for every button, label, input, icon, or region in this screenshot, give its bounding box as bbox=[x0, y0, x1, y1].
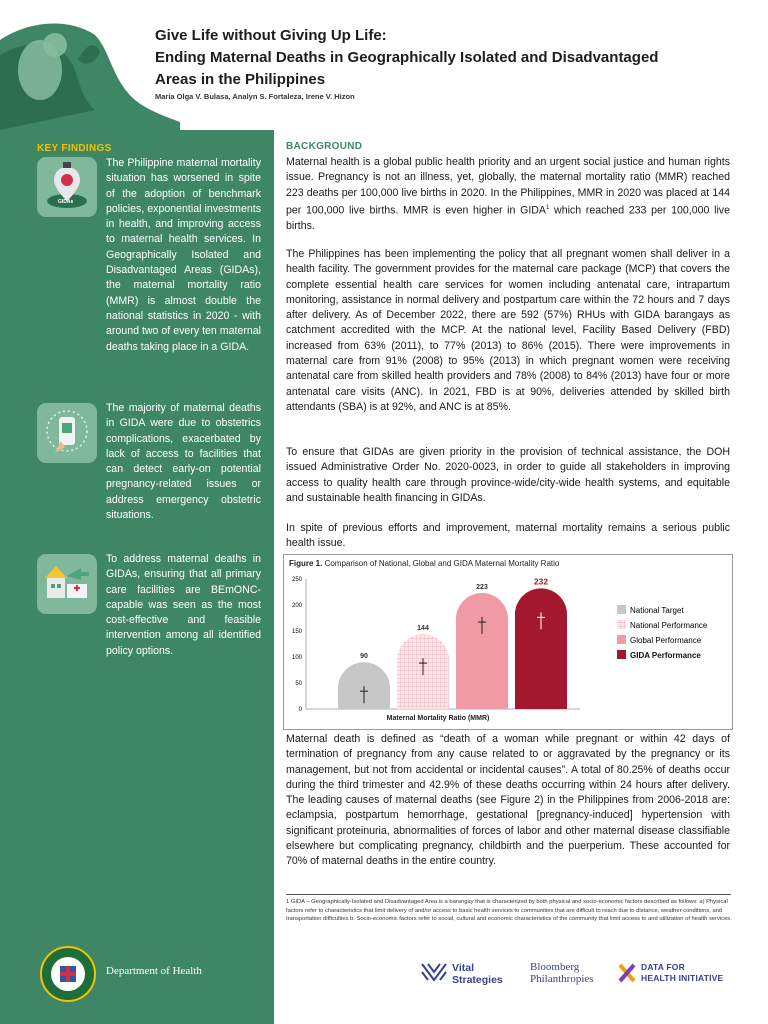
legend-label: National Target bbox=[630, 606, 684, 615]
y-tick-label: 150 bbox=[291, 629, 302, 635]
finding-1: The Philippine maternal mortality situation has worsened in spite of the adoption of benchmark policies, exponential investments in health, and improving access to maternal health services. In Geographically Isolated and Disadvantaged Areas (GIDAs), the maternal mortality ratio (MMR) is almost double the national statistics in 2020 - with around two of every ten maternal deaths taking place in a GIDA. bbox=[106, 157, 261, 353]
data-for-health-logo: DATA FOR HEALTH INITIATIVE bbox=[641, 962, 724, 983]
map-pin-icon bbox=[37, 157, 97, 217]
legend-label: GIDA Performance bbox=[630, 651, 701, 660]
y-tick-label: 0 bbox=[298, 707, 302, 713]
bloomberg-philanthropies-logo: Bloomberg Philanthropies bbox=[530, 961, 594, 985]
authors: Maria Olga V. Bulasa, Analyn S. Fortaleza, Irene V. Hizon bbox=[155, 92, 355, 101]
legend-swatch bbox=[617, 620, 626, 629]
y-tick-label: 200 bbox=[291, 603, 302, 609]
bar-value-label: 90 bbox=[360, 653, 368, 661]
vital-strategies-logo: Vital Strategies bbox=[452, 962, 503, 986]
finding-3: To address maternal deaths in GIDAs, ensuring that all primary care facilities are BEmONC-capable was seen as the most cost-effective and feasible intervention among all identified policy options. bbox=[106, 553, 261, 657]
title-line-3: Areas in the Philippines bbox=[155, 71, 326, 88]
bar-value-label: 144 bbox=[417, 625, 429, 633]
title-line-2: Ending Maternal Deaths in Geographically Isolated and Disadvantaged bbox=[155, 49, 659, 66]
footnote: 1 GIDA – Geographically-Isolated and Disadvantaged Area is a barangay that is characterized by both physical and socio-economic factors described as follows: a) Physical factors refer to characteristics that limit delivery of and/or access to basic health services to communities that are difficult to reach due to distance, weather conditions, and transportation difficulties b. Socio-economic factors refer to social, cultural and economic characteristics of the community that limit access to and utilization of health services. bbox=[286, 899, 732, 923]
legend-label: Global Performance bbox=[630, 636, 702, 645]
header-decoration bbox=[0, 0, 180, 130]
bar-global-performance bbox=[456, 593, 508, 709]
bar-value-label: 223 bbox=[476, 584, 488, 592]
doh-seal-logo bbox=[37, 946, 99, 1002]
legend-label: National Performance bbox=[630, 621, 708, 630]
paragraph-2: The Philippines has been implementing the policy that all pregnant women shall deliver in a health facility. The government provides for the maternal care package (MCP) that covers the complete essential health care services for women including antenatal care, intrapartum monitoring, assistance in normal delivery and postpartum care within the 72 hours and 7 days after delivery. As of December 2022, there are 592 (57%) RHUs with GIDA barangays as catchment accredited with the MCP. At the national level, Facility Based Delivery (FBD) increased from 63% (2011), to 77% (2013) to 86% (2015). There were improvements in maternal care from 91% (2008) to 95% (2013) in which pregnant women were receiving antenatal care from skilled health providers and 78% (2008) to 84% (2013) have four or more antenatal care visits (ANC). In 2021, FBD is at 90%, deliveries attended by skilled birth attendants (SBA) is at 92%, and ANC is at 85%. bbox=[286, 248, 730, 413]
x-axis-label: Maternal Mortality Ratio (MMR) bbox=[386, 715, 490, 722]
paragraph-4: In spite of previous efforts and improvement, maternal mortality remains a serious public health issue. bbox=[286, 522, 730, 550]
paragraph-1: Maternal health is a global public health priority and an urgent social justice and human rights issue. Pregnancy is not an illness, yet, globally, the maternal mortality ratio (MMR) reached 223 deaths per 100,000 live births in 2020. In the Philippines, MMR in 2020 was placed at 144 per 100,000 live births. MMR is even higher in GIDA$^1$ which reached 233 per 100,000 live births. bbox=[286, 156, 730, 232]
bar-gida-performance bbox=[515, 588, 567, 709]
paragraph-3: To ensure that GIDAs are given priority in the provision of technical assistance, the DOH issued Administrative Order No. 2020-0023, in order to guide all stakeholders in improving access to quality health care through province-wide/city-wide health systems, and equitable and sustainable health financing in GIDAs. bbox=[286, 446, 730, 504]
department-of-health-label: Department of Health bbox=[106, 965, 202, 977]
phone-health-icon bbox=[37, 403, 97, 463]
y-tick-label: 250 bbox=[291, 577, 302, 583]
figure-caption: Figure 1. Comparison of National, Global and GIDA Maternal Mortality Ratio bbox=[289, 559, 560, 568]
bar-value-label: 232 bbox=[533, 576, 549, 587]
title-line-1: Give Life without Giving Up Life: bbox=[155, 27, 387, 44]
mmr-bar-chart bbox=[284, 570, 730, 726]
legend-swatch bbox=[617, 650, 626, 659]
paragraph-5: Maternal death is defined as “death of a woman while pregnant or within 42 days of termination of pregnancy from any cause related to or aggravated by the pregnancy or its management, but not from accidental or incidental causes”. A total of 80.25% of deaths occur during the third trimester and 42.9% of these deaths occurring within 24 hours after delivery. The leading causes of maternal deaths (see Figure 2) in the Philippines from 2006-2018 are: eclampsia, postpartum hemorrhage, gestational [pregnancy-induced] hypertension with significant proteinuria, abnormalities of forces of labor and other maternal disease classifiable elsewhere but complicating pregnancy, childbirth and the puerperium. These accounted for 70% of maternal deaths in the entire country. bbox=[286, 733, 730, 868]
vital-strategies-mark-icon bbox=[420, 960, 448, 984]
health-facility-icon bbox=[37, 554, 97, 614]
gidas-icon-label: GIDAs bbox=[58, 199, 74, 205]
key-findings-title: KEY FINDINGS bbox=[37, 143, 112, 154]
legend-swatch bbox=[617, 605, 626, 614]
y-tick-label: 100 bbox=[291, 655, 302, 661]
finding-2: The majority of maternal deaths in GIDA were due to obstetrics complications, exacerbated by lack of access to facilities that can detect early-on potential pregnancy-related issues or address emergency obstetric situations. bbox=[106, 402, 261, 522]
y-tick-label: 50 bbox=[295, 681, 302, 687]
data-for-health-mark-icon bbox=[617, 962, 637, 984]
background-title: BACKGROUND bbox=[286, 141, 363, 152]
legend-swatch bbox=[617, 635, 626, 644]
footnote-divider bbox=[286, 894, 731, 895]
